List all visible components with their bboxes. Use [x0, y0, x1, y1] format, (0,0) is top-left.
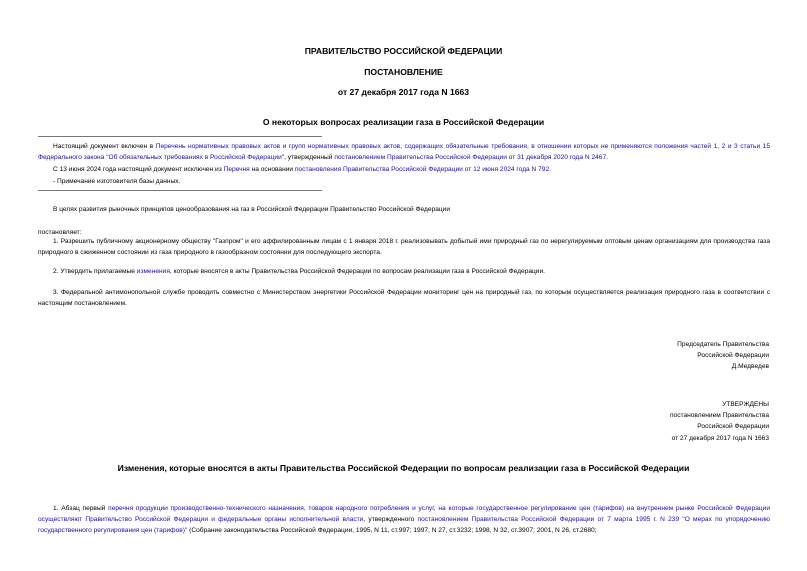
- item-3-paragraph: 3. Федеральной антимонопольной службе проводить совместно с Министерством энергетики Российской Федерации мониторинг цен на природный газ, по которым осуществляется реализация природного газа в соответствии с настоящим постановлением.: [38, 289, 770, 307]
- note-paragraph-2: С 13 июня 2024 года настоящий документ исключен из Перечня на основании постановления Правительства Российской Федерации от 12 июня 2024 года N 792.: [53, 166, 551, 173]
- note-link-list-short[interactable]: Перечня: [223, 166, 250, 173]
- approved-org: Российской Федерации: [697, 423, 769, 431]
- changes-title: Изменения, которые вносятся в акты Правительства Российской Федерации по вопросам реализации газа в Российской Федерации: [117, 463, 690, 473]
- approved-by: постановлением Правительства: [669, 412, 769, 420]
- note-top-divider: [38, 136, 322, 137]
- changes-link-list[interactable]: перечня продукции производственно-технического назначения, товаров народного потребления и услуг, на которые государственное регулирование цен (тарифов) на внутреннем рынке Российской Федерации осуществляют Правительство Российской Федерации и федеральные органы исполнительной власти: [38, 505, 771, 523]
- signature-title: Председатель Правительства: [677, 341, 769, 348]
- document-type: ПОСТАНОВЛЕНИЕ: [364, 67, 443, 77]
- note-text: С 13 июня 2024 года настоящий документ исключен из: [53, 166, 224, 173]
- note-text: Настоящий документ включен в: [53, 143, 156, 150]
- note-paragraph-1: Настоящий документ включен в Перечень нормативных правовых актов и групп нормативных правовых актов, содержащих обязательные требования, в отношении которых не применяются положения частей 1, 2 и 3 статьи 15 Федерального закона "Об обязательных требованиях в Российской Федерации", утвержденный постановлением Правительства Российской Федерации от 31 декабря 2020 года N 2467.: [38, 143, 770, 161]
- item-2-paragraph: 2. Утвердить прилагаемые изменения, которые вносятся в акты Правительства Российской Федерации по вопросам реализации газа в Российской Федерации.: [53, 268, 545, 275]
- changes-link-decree-239[interactable]: постановлением Правительства Российской Федерации от 7 марта 1995 г. N 239 "О мерах по упорядочению государственного регулирования цен (тарифов)": [38, 516, 770, 534]
- document-title: О некоторых вопросах реализации газа в Российской Федерации: [262, 117, 545, 127]
- note-text: , утвержденный: [284, 154, 335, 161]
- intro-paragraph: В целях развития рыночных принципов ценообразования на газ в Российской Федерации Правительство Российской Федерации: [53, 206, 451, 213]
- item-2-link-changes[interactable]: изменения: [136, 268, 170, 275]
- signature-org: Российской Федерации: [697, 352, 769, 360]
- signature-name: Д.Медведев: [731, 363, 769, 371]
- approved-heading: УТВЕРЖДЕНЫ: [722, 401, 769, 408]
- note-paragraph-3: - Примечание изготовителя базы данных.: [53, 178, 181, 185]
- approved-date: от 27 декабря 2017 года N 1663: [671, 434, 769, 442]
- changes-paragraph-1: 1. Абзац первый перечня продукции производственно-технического назначения, товаров народного потребления и услуг, на которые государственное регулирование цен (тарифов) на внутреннем рынке Российской Федерации осуществляют Правительство Российской Федерации и федеральные органы исполнительной власти, утвержденного постановлением Правительства Российской Федерации от 7 марта 1995 г. N 239 "О мерах по упорядочению государственного регулирования цен (тарифов)" (Собрание законодательства Российской Федерации, 1995, N 11, ст.997; 1997, N 27, ст.3232; 1998, N 32, ст.3907; 2001, N 26, ст.2680;: [38, 505, 771, 534]
- signature-block: [677, 339, 769, 373]
- note-link-list[interactable]: Перечень нормативных правовых актов и групп нормативных правовых актов, содержащих обязательные требования, в отношении которых не применяются положения частей 1, 2 и 3 статьи 15 Федерального закона "Об обязательных требованиях в Российской Федерации": [38, 143, 770, 161]
- note-link-decree-2467[interactable]: постановлением Правительства Российской Федерации от 31 декабря 2020 года N 2467: [334, 154, 607, 161]
- item-1-paragraph: 1. Разрешить публичному акционерному обществу "Газпром" и его аффилированным лицам с 1 января 2018 г. реализовывать добытый ими природный газ по нерегулируемым оптовым ценам организациям для производства газа природного в сжиженном состоянии из газа природного в газообразном состоянии для последующего экспорта.: [38, 238, 770, 256]
- note-link-decree-792[interactable]: постановления Правительства Российской Федерации от 12 июня 2024 года N 792: [294, 166, 550, 173]
- approved-block: [670, 399, 769, 444]
- note-text: на основании: [249, 166, 295, 173]
- note-bottom-divider: [38, 190, 322, 191]
- document-date-number: от 27 декабря 2017 года N 1663: [337, 87, 470, 97]
- government-heading: ПРАВИТЕЛЬСТВО РОССИЙСКОЙ ФЕДЕРАЦИИ: [304, 46, 503, 56]
- decree-word: постановляет:: [38, 229, 82, 236]
